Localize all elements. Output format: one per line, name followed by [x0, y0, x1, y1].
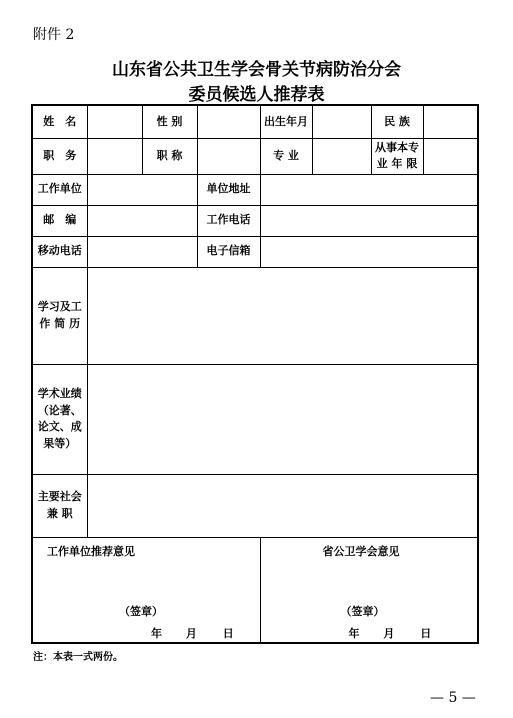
- social-label: [32, 474, 87, 537]
- society-opinion-title: 省公卫学会意见: [322, 544, 400, 558]
- form-title-line2: 委员候选人推荐表: [188, 85, 325, 105]
- table-row: [32, 138, 478, 174]
- employer-year-label: 年: [151, 626, 162, 640]
- gender-label: 性 别: [142, 105, 197, 138]
- address-label: 单位地址: [197, 174, 260, 205]
- employer-opinion-title: 工作单位推荐意见: [47, 544, 135, 558]
- academic-label-line4: 果等）: [43, 436, 77, 450]
- employer-seal-label: （签章）: [119, 604, 163, 618]
- major-field[interactable]: [312, 138, 371, 174]
- ethnicity-field[interactable]: [423, 105, 478, 138]
- recommendation-form-table: [31, 104, 479, 644]
- gender-field[interactable]: [197, 105, 260, 138]
- table-row: [32, 267, 478, 364]
- footnote: 注：本表一式两份。: [33, 652, 123, 663]
- years-label-line2: 业 年 限: [376, 157, 418, 170]
- employer-day-label: 日: [222, 626, 234, 640]
- resume-label-line2: 作 简 历: [39, 316, 81, 330]
- position-label: 职 务: [32, 138, 87, 174]
- postcode-field[interactable]: [87, 205, 197, 236]
- major-label: 专 业: [260, 138, 312, 174]
- table-row: [32, 105, 478, 138]
- postcode-label: 邮 编: [32, 205, 87, 236]
- mobile-field[interactable]: [87, 236, 197, 267]
- mobile-label: 移动电话: [32, 236, 87, 267]
- academic-label-line3: 论文、成: [37, 420, 82, 433]
- email-field[interactable]: [260, 236, 478, 267]
- social-field[interactable]: [87, 474, 478, 537]
- name-label: 姓 名: [32, 105, 87, 138]
- resume-label-line1: 学习及工: [37, 300, 82, 313]
- society-month-label: 月: [383, 626, 395, 640]
- resume-label: [32, 267, 87, 364]
- birth-field[interactable]: [312, 105, 371, 138]
- society-date: [349, 626, 432, 643]
- page-number: — 5 —: [430, 690, 476, 706]
- resume-field[interactable]: [87, 267, 478, 364]
- email-label: 电子信箱: [197, 236, 260, 267]
- academic-field[interactable]: [87, 364, 478, 474]
- address-field[interactable]: [260, 174, 478, 205]
- work-phone-field[interactable]: [260, 205, 478, 236]
- years-field[interactable]: [423, 138, 478, 174]
- work-phone-label: 工作电话: [197, 205, 260, 236]
- title-field[interactable]: [197, 138, 260, 174]
- position-field[interactable]: [87, 138, 142, 174]
- academic-label-line1: 学术业绩: [37, 387, 82, 400]
- society-year-label: 年: [348, 626, 360, 640]
- social-label-line1: 主要社会: [37, 490, 82, 503]
- table-row: [32, 174, 478, 205]
- table-row: [32, 537, 478, 643]
- society-seal-label: （签章）: [340, 604, 385, 618]
- name-field[interactable]: [87, 105, 142, 138]
- employer-opinion-cell[interactable]: [32, 537, 260, 643]
- years-label: [371, 138, 423, 174]
- table-row: [32, 474, 478, 537]
- ethnicity-label: 民 族: [371, 105, 423, 138]
- social-label-line2: 兼 职: [46, 506, 73, 520]
- years-label-line1: 从事本专: [375, 140, 419, 154]
- workplace-field[interactable]: [87, 174, 197, 205]
- workplace-label: 工作单位: [32, 174, 87, 205]
- employer-month-label: 月: [185, 626, 197, 640]
- title-label: 职 称: [142, 138, 197, 174]
- academic-label: [32, 364, 87, 474]
- society-opinion-cell[interactable]: [260, 537, 478, 643]
- form-title-line1: 山东省公共卫生学会骨关节病防治分会: [112, 60, 401, 80]
- birth-label: 出生年月: [260, 105, 312, 138]
- academic-label-line2: （论著、: [37, 403, 82, 417]
- table-row: [32, 236, 478, 267]
- attachment-label: 附件 2: [33, 27, 75, 43]
- table-row: [32, 205, 478, 236]
- employer-date: [151, 626, 234, 643]
- society-day-label: 日: [420, 626, 432, 640]
- table-row: [32, 364, 478, 474]
